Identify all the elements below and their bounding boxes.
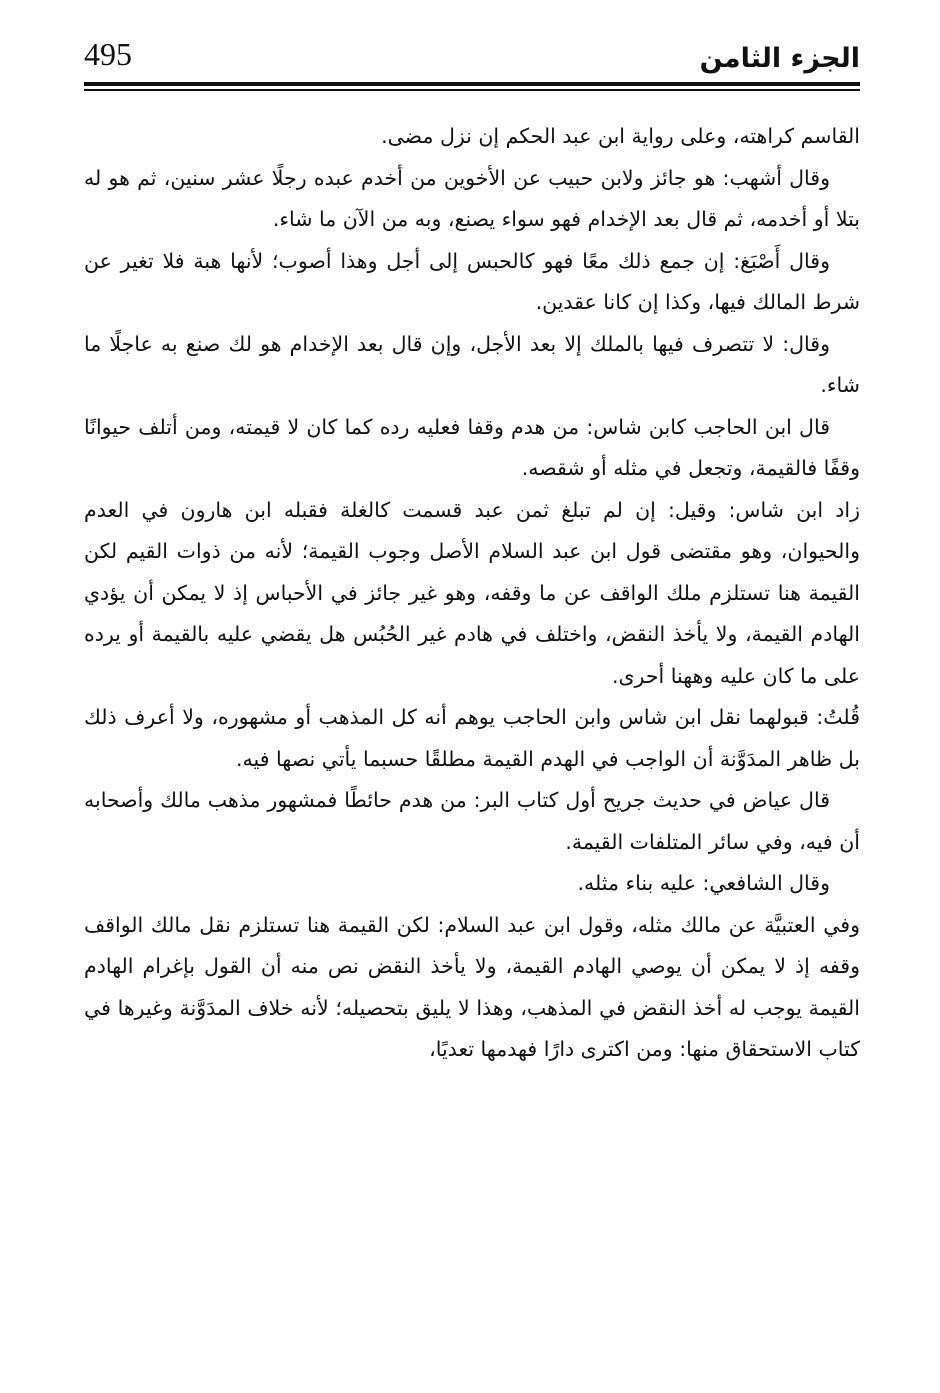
paragraph: وقال الشافعي: عليه بناء مثله. bbox=[577, 871, 830, 895]
paragraph: قُلتُ: قبولهما نقل ابن شاس وابن الحاجب يوهم أنه كل المذهب أو مشهوره، ولا أعرف ذلك بل ظاهر المدَوَّنة أن الواجب في الهدم القيمة مطلقًا حسبما يأتي نصها فيه. bbox=[84, 705, 860, 771]
paragraph: وفي العتبيَّة عن مالك مثله، وقول ابن عبد السلام: لكن القيمة هنا تستلزم نقل مالك الواقف وقفه إذ لا يمكن أن يوصي الهادم القيمة، ولا يأخذ النقض نص منه أن القول بإغرام الهادم القيمة يوجب له أخذ النقض في المذهب، وهذا لا يليق بتحصيله؛ لأنه خلاف المدَوَّنة وغيرها في كتاب الاستحقاق منها: ومن اكترى دارًا فهدمها تعديًا، bbox=[84, 912, 860, 1061]
paragraph: وقال: لا تتصرف فيها بالملك إلا بعد الأجل، وإن قال بعد الإخدام هو لك صنع به عاجلًا ما شاء. bbox=[84, 331, 860, 397]
header-rule-thin bbox=[84, 89, 860, 91]
page-number: 495 bbox=[84, 36, 132, 72]
paragraph: قال ابن الحاجب كابن شاس: من هدم وقفا فعليه رده كما كان لا قيمته، ومن أتلف حيوانًا وقفًا فالقيمة، وتجعل في مثله أو شقصه. bbox=[84, 414, 860, 480]
running-title: الجزء الثامن bbox=[699, 43, 860, 74]
paragraph: وقال أَصْبَغ: إن جمع ذلك معًا فهو كالحبس إلى أجل وهذا أصوب؛ لأنها هبة فلا تغير عن شرط المالك فيها، وكذا إن كانا عقدين. bbox=[84, 248, 860, 314]
paragraph: القاسم كراهته، وعلى رواية ابن عبد الحكم إن نزل مضى. bbox=[381, 124, 860, 148]
page-header bbox=[84, 30, 860, 82]
header-rule-thick bbox=[84, 82, 860, 86]
paragraph: قال عياض في حديث جريح أول كتاب البر: من هدم حائطًا فمشهور مذهب مالك وأصحابه أن فيه، وفي سائر المتلفات القيمة. bbox=[84, 788, 860, 854]
paragraph: وقال أشهب: هو جائز ولابن حبيب عن الأخوين من أخدم عبده رجلًا عشر سنين، ثم هو له بتلا أو أخدمه، ثم قال بعد الإخدام فهو سواء يصنع، وبه من الآن ما شاء. bbox=[84, 165, 860, 231]
paragraph: زاد ابن شاس: وقيل: إن لم تبلغ ثمن عبد قسمت كالغلة فقبله ابن هارون في العدم والحيوان، وهو مقتضى قول ابن عبد السلام الأصل وجوب القيمة؛ لأنه من ذوات القيم لكن القيمة هنا تستلزم ملك الواقف عن ما وقفه، وهو غير جائز في الأحباس إذ لا يمكن أن يؤدي الهادم القيمة، ولا يأخذ النقض، واختلف في هادم غير الحُبُس هل يقضي عليه بالقيمة أو يرده على ما كان عليه وههنا أحرى. bbox=[84, 497, 860, 688]
body-text bbox=[84, 116, 860, 1071]
